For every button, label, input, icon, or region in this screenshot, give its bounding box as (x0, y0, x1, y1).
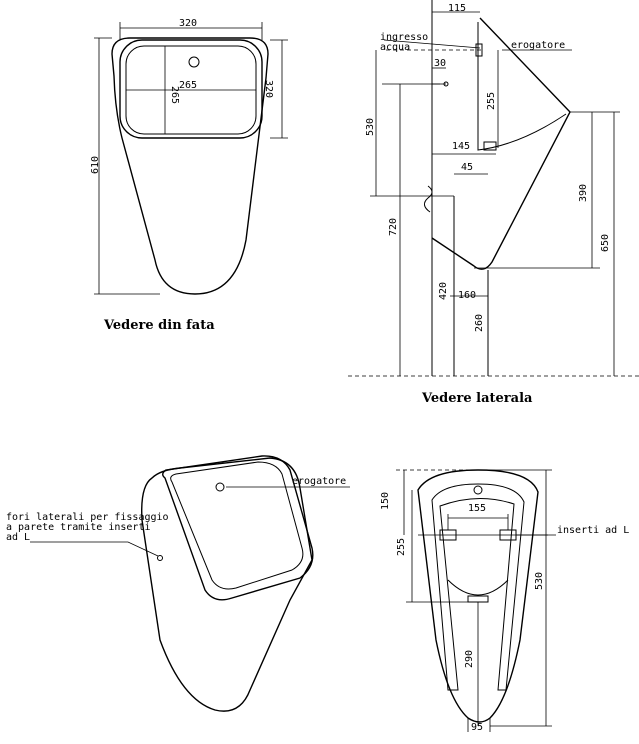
perspective-view (6, 456, 350, 711)
rear-dim-150: 150 (380, 491, 391, 510)
side-dim-45: 45 (461, 162, 474, 173)
front-dim-320-right: 320 (263, 80, 274, 99)
side-holes-label-2: a parete tramite inserti (6, 522, 151, 533)
rear-inserts-label: inserti ad L (557, 525, 630, 536)
side-view-caption: Vedere laterala (422, 391, 533, 406)
perspective-side-hole-icon (158, 556, 163, 561)
perspective-side-holes-leader (30, 542, 158, 556)
perspective-dispenser-label: erogatore (292, 476, 347, 487)
side-dispenser-label: erogatore (511, 40, 566, 51)
front-view (90, 18, 288, 333)
front-dim-320-top: 320 (179, 18, 198, 29)
rear-dim-255: 255 (396, 537, 407, 556)
rear-drain-icon (468, 596, 488, 602)
side-dim-255: 255 (486, 91, 497, 110)
side-dim-160: 160 (458, 290, 477, 301)
rear-dim-155: 155 (468, 503, 487, 514)
water-inlet-label-1: ingresso (380, 32, 429, 43)
perspective-body-outline (142, 458, 312, 711)
water-inlet-label-2: acqua (380, 42, 411, 53)
rear-dispenser-hole-icon (474, 486, 482, 494)
side-view (348, 0, 639, 406)
dispenser-hole-icon (189, 57, 199, 67)
rear-view (380, 470, 629, 733)
side-dim-30: 30 (434, 58, 447, 69)
front-view-caption: Vedere din fata (104, 318, 215, 333)
side-dim-420: 420 (438, 281, 449, 300)
rear-dim-95: 95 (471, 722, 484, 733)
front-dim-265-v: 265 (169, 86, 180, 105)
side-dim-650: 650 (600, 233, 611, 252)
perspective-rim-outer (163, 456, 313, 600)
perspective-dispenser-hole-icon (216, 483, 224, 491)
front-body-outline (112, 38, 268, 294)
trap-icon (424, 186, 432, 212)
side-dim-260: 260 (474, 313, 485, 332)
rear-dim-290: 290 (464, 649, 475, 668)
side-dim-115: 115 (448, 3, 467, 14)
side-dim-145: 145 (452, 141, 471, 152)
rear-bowl-curve (448, 580, 508, 595)
rear-dim-530: 530 (534, 571, 545, 590)
side-dim-530: 530 (365, 117, 376, 136)
side-dim-720: 720 (388, 217, 399, 236)
side-holes-label-3: ad L (6, 532, 31, 543)
front-dim-610: 610 (90, 155, 101, 174)
side-dim-390: 390 (578, 183, 589, 202)
side-holes-label-1: fori laterali per fissaggio (6, 512, 169, 523)
perspective-rim-inner (171, 462, 303, 589)
front-dim-265-h: 265 (179, 80, 198, 91)
